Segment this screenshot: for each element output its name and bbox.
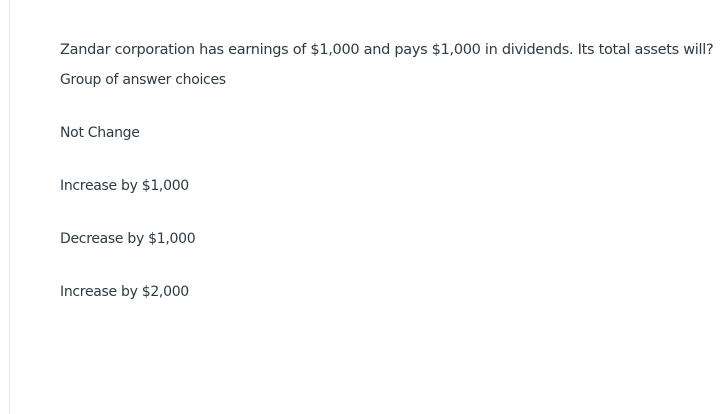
answer-choices-list <box>60 123 195 335</box>
answer-choice-increase-1000[interactable]: Increase by $1,000 <box>60 178 189 194</box>
question-text: Zandar corporation has earnings of $1,000 and pays $1,000 in dividends. Its total assets will? <box>60 42 714 58</box>
answer-group-label: Group of answer choices <box>60 72 226 88</box>
answer-choice-not-change[interactable]: Not Change <box>60 125 140 141</box>
left-border <box>9 0 10 414</box>
answer-choice-decrease-1000[interactable]: Decrease by $1,000 <box>60 231 196 247</box>
answer-choice-increase-2000[interactable]: Increase by $2,000 <box>60 284 189 300</box>
